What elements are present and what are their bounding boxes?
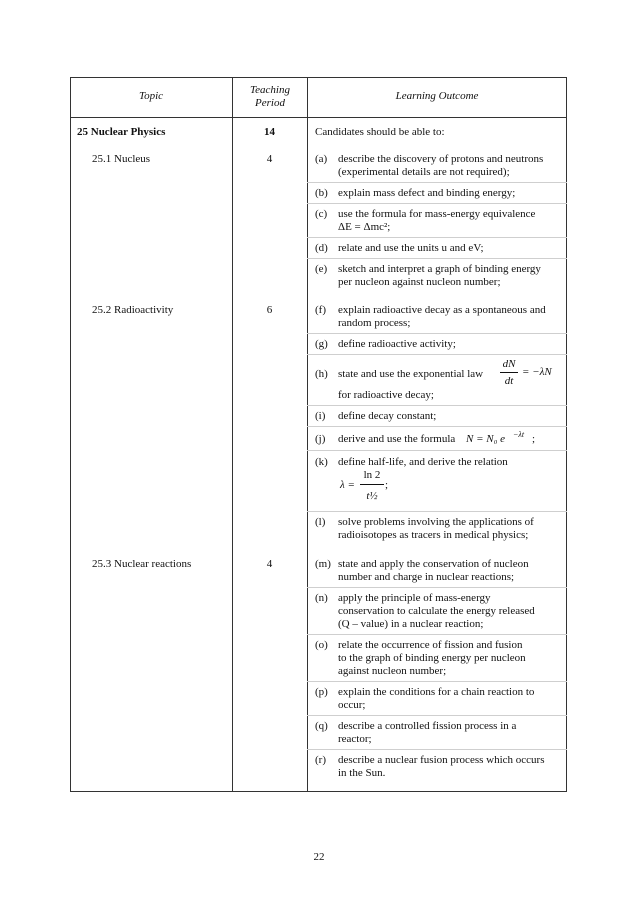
outcome-separator — [307, 354, 567, 355]
outcome-separator — [307, 333, 567, 334]
outcome-j-exponent: −λt — [513, 430, 525, 439]
outcome-separator — [307, 634, 567, 635]
outcome-f-letter: (f) — [315, 304, 326, 316]
subtopic-nuclear-reactions: 25.3 Nuclear reactions — [92, 558, 192, 570]
header-divider — [70, 117, 567, 118]
outcome-separator — [307, 681, 567, 682]
section-period: 14 — [264, 126, 275, 138]
fraction-bar — [500, 372, 518, 373]
outcome-n-line-2: conservation to calculate the energy released — [338, 605, 535, 617]
outcome-k-letter: (k) — [315, 456, 328, 468]
outcome-e-line-1: sketch and interpret a graph of binding energy — [338, 263, 541, 275]
outcome-separator — [307, 237, 567, 238]
outcome-d-line-1: relate and use the units u and eV; — [338, 242, 484, 254]
fraction-bar — [360, 484, 384, 485]
section-title: 25 Nuclear Physics — [77, 126, 166, 138]
outcome-n-line-1: apply the principle of mass-energy — [338, 592, 491, 604]
outcome-e-line-2: per nucleon against nucleon number; — [338, 276, 501, 288]
outcome-h-numerator: dN — [502, 358, 516, 370]
header-topic: Topic — [138, 90, 164, 102]
section-intro: Candidates should be able to: — [315, 126, 445, 138]
outcome-l-line-1: solve problems involving the applications of — [338, 516, 534, 528]
outcome-b-letter: (b) — [315, 187, 328, 199]
outcome-separator — [307, 405, 567, 406]
header-learning-outcome: Learning Outcome — [395, 90, 479, 102]
outcome-o-line-2: to the graph of binding energy per nucleon — [338, 652, 526, 664]
outcome-k-lhs: λ = — [340, 479, 355, 491]
outcome-c-formula: ΔE = Δmc²; — [338, 221, 391, 233]
outcome-separator — [307, 203, 567, 204]
outcome-separator — [307, 258, 567, 259]
outcome-h-letter: (h) — [315, 368, 328, 380]
outcome-f-line-2: random process; — [338, 317, 411, 329]
outcome-j-formula: N = N₀ e — [466, 433, 506, 445]
outcome-separator — [307, 511, 567, 512]
outcome-a-letter: (a) — [315, 153, 328, 165]
outcome-k-denominator: t½ — [366, 490, 378, 502]
outcome-f-line-1: explain radioactive decay as a spontaneous and — [338, 304, 546, 316]
outcome-k-tail: ; — [385, 479, 389, 491]
outcome-g-line-1: define radioactive activity; — [338, 338, 456, 350]
outcome-r-letter: (r) — [315, 754, 326, 766]
outcome-m-letter: (m) — [315, 558, 331, 570]
outcome-a-line-2: (experimental details are not required); — [338, 166, 510, 178]
outcome-g-letter: (g) — [315, 338, 328, 350]
outcome-b-line-1: explain mass defect and binding energy; — [338, 187, 516, 199]
outcome-p-line-2: occur; — [338, 699, 366, 711]
outcome-i-letter: (i) — [315, 410, 326, 422]
outcome-j-tail: ; — [532, 433, 536, 445]
column-divider-2 — [307, 77, 308, 792]
outcome-n-letter: (n) — [315, 592, 328, 604]
outcome-c-letter: (c) — [315, 208, 328, 220]
outcome-i-line-1: define decay constant; — [338, 410, 437, 422]
outcome-q-line-1: describe a controlled fission process in a — [338, 720, 517, 732]
outcome-h-line-2: for radioactive decay; — [338, 389, 434, 401]
outcome-o-line-3: against nucleon number; — [338, 665, 447, 677]
outcome-r-line-2: in the Sun. — [338, 767, 386, 779]
subtopic-radioactivity-period: 6 — [266, 304, 273, 316]
outcome-o-letter: (o) — [315, 639, 328, 651]
outcome-k-numerator: ln 2 — [363, 469, 381, 481]
outcome-k-line-1: define half-life, and derive the relation — [338, 456, 508, 468]
outcome-h-rhs: = −λN — [522, 366, 552, 378]
outcome-separator — [307, 715, 567, 716]
outcome-c-line-1: use the formula for mass-energy equivalence — [338, 208, 536, 220]
outcome-separator — [307, 182, 567, 183]
outcome-d-letter: (d) — [315, 242, 328, 254]
outcome-p-line-1: explain the conditions for a chain reaction to — [338, 686, 535, 698]
outcome-r-line-1: describe a nuclear fusion process which occurs — [338, 754, 545, 766]
outcome-separator — [307, 587, 567, 588]
outcome-l-line-2: radioisotopes as tracers in medical physics; — [338, 529, 529, 541]
outcome-n-line-3: (Q – value) in a nuclear reaction; — [338, 618, 484, 630]
outcome-a-line-1: describe the discovery of protons and neutrons — [338, 153, 544, 165]
outcome-separator — [307, 749, 567, 750]
header-teaching-period: Teaching Period — [250, 84, 290, 109]
outcome-m-line-1: state and apply the conservation of nucleon — [338, 558, 529, 570]
outcome-h-denominator: dt — [504, 375, 514, 387]
outcome-e-letter: (e) — [315, 263, 328, 275]
subtopic-nucleus-period: 4 — [266, 153, 273, 165]
outcome-separator — [307, 450, 567, 451]
outcome-q-line-2: reactor; — [338, 733, 372, 745]
outcome-l-letter: (l) — [315, 516, 326, 528]
outcome-m-line-2: number and charge in nuclear reactions; — [338, 571, 515, 583]
outcome-o-line-1: relate the occurrence of fission and fusion — [338, 639, 523, 651]
subtopic-nucleus: 25.1 Nucleus — [92, 153, 151, 165]
outcome-q-letter: (q) — [315, 720, 328, 732]
outcome-j-line-1: derive and use the formula — [338, 433, 456, 445]
page-number: 22 — [313, 851, 325, 863]
outcome-h-line-1: state and use the exponential law — [338, 368, 484, 380]
outcome-separator — [307, 426, 567, 427]
outcome-j-letter: (j) — [315, 433, 326, 445]
subtopic-nuclear-reactions-period: 4 — [266, 558, 273, 570]
column-divider-1 — [232, 77, 233, 792]
subtopic-radioactivity: 25.2 Radioactivity — [92, 304, 174, 316]
outcome-p-letter: (p) — [315, 686, 328, 698]
